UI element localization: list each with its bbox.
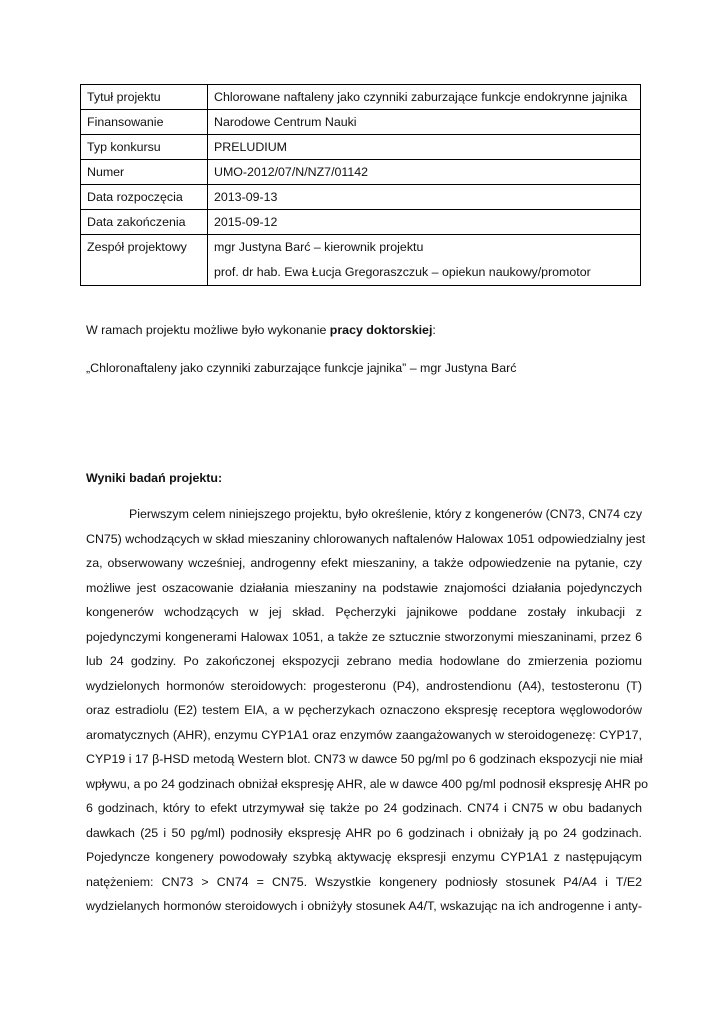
table-row (81, 110, 641, 135)
row-value: Chlorowane naftaleny jako czynniki zaburzające funkcje endokrynne jajnika (208, 85, 641, 110)
paragraph-line: za, obserwowany wcześniej, androgenny efekt mieszaniny, a także odpowiedzenie na pytanie, czy (86, 556, 642, 570)
paragraph-line: możliwe jest oszacowanie działania mieszaniny na podstawie znajomości działania pojedynczych (86, 580, 642, 595)
row-label: Finansowanie (81, 110, 208, 135)
table-row (81, 210, 641, 235)
row-value: 2015-09-12 (208, 210, 641, 235)
paragraph-line: CYP19 i 17 β-HSD metodą Western blot. CN73 w dawce 50 pg/ml po 6 godzinach ekspozycji nie miał (86, 752, 643, 766)
paragraph-line: Pierwszym celem niniejszego projektu, było określenie, który z kongenerów (CN73, CN74 czy (129, 507, 643, 521)
table-row (81, 135, 641, 160)
row-value: UMO-2012/07/N/NZ7/01142 (208, 160, 641, 185)
paragraph-line: dawkach (25 i 50 pg/ml) podnosiły ekspresję AHR po 6 godzinach i obniżały ją po 24 godzinach. (86, 825, 642, 840)
paragraph-line: natężeniem: CN73 > CN74 = CN75. Wszystkie kongenery podniosły stosunek P4/A4 i T/E2 (86, 874, 642, 889)
paragraph-line: CN75) wchodzących w skład mieszaniny chlorowanych naftalenów Halowax 1051 odpowiedzialny jest (86, 531, 646, 546)
intro-bold-text: pracy doktorskiej (329, 323, 433, 337)
team-members (208, 235, 641, 286)
row-label: Data zakończenia (81, 210, 208, 235)
paragraph-line: aromatycznych (AHR), enzymu CYP1A1 oraz enzymów zaangażowanych w steroidogenezę: CYP17, (86, 727, 642, 742)
paragraph-line: pojedynczymi kongenerami Halowax 1051, a także ze sztucznie stworzonymi mieszaninami, przez 6 (86, 629, 642, 644)
results-paragraph (86, 506, 649, 923)
intro-paragraph (86, 322, 436, 338)
results-heading: Wyniki badań projektu: (86, 471, 223, 485)
paragraph-line: wydzielanych hormonów steroidowych i obniżyły stosunek A4/T, wskazując na ich androgenne i anty- (86, 899, 642, 913)
paragraph-line: Pojedyncze kongenery powodowały szybką aktywację ekspresji enzymu CYP1A1 z następującym (86, 850, 642, 864)
paragraph-line: kongenerów wchodzących w jej skład. Pęcherzyki jajnikowe poddane zostały inkubacji z (86, 605, 642, 619)
intro-suffix: : (432, 323, 436, 337)
row-label: Typ konkursu (81, 135, 208, 160)
team-member: prof. dr hab. Ewa Łucja Gregoraszczuk – opiekun naukowy/promotor (214, 265, 591, 279)
table-row (81, 185, 641, 210)
paragraph-line: wydzielonych hormonów steroidowych: progesteronu (P4), androstendionu (A4), testosteronu (T) (86, 678, 642, 693)
table-row-team (81, 235, 641, 286)
paragraph-line: 6 godzinach, który to efekt utrzymywał się także po 24 godzinach. CN74 i CN75 w obu badanych (86, 801, 642, 815)
team-member: mgr Justyna Barć – kierownik projektu (214, 240, 424, 254)
project-info-table (80, 84, 641, 286)
row-label: Numer (81, 160, 208, 185)
team-label: Zespół projektowy (81, 235, 208, 286)
row-value: 2013-09-13 (208, 185, 641, 210)
row-label: Data rozpoczęcia (81, 185, 208, 210)
row-value: PRELUDIUM (208, 135, 641, 160)
table-row (81, 85, 641, 110)
row-value: Narodowe Centrum Nauki (208, 110, 641, 135)
thesis-title: „Chloronaftaleny jako czynniki zaburzające funkcje jajnika” – mgr Justyna Barć (86, 361, 517, 375)
intro-text: W ramach projektu możliwe było wykonanie (86, 323, 330, 337)
table-row (81, 160, 641, 185)
paragraph-line: wpływu, a po 24 godzinach obniżał ekspresję AHR, ale w dawce 400 pg/ml podnosił ekspresję AHR po (86, 776, 649, 791)
paragraph-line: oraz estradiolu (E2) testem EIA, a w pęcherzykach oznaczono ekspresję receptora węglowodorów (86, 703, 642, 717)
row-label: Tytuł projektu (81, 85, 208, 110)
paragraph-line: lub 24 godziny. Po zakończonej ekspozycji zebrano media hodowlane do zmierzenia poziomu (86, 654, 642, 668)
